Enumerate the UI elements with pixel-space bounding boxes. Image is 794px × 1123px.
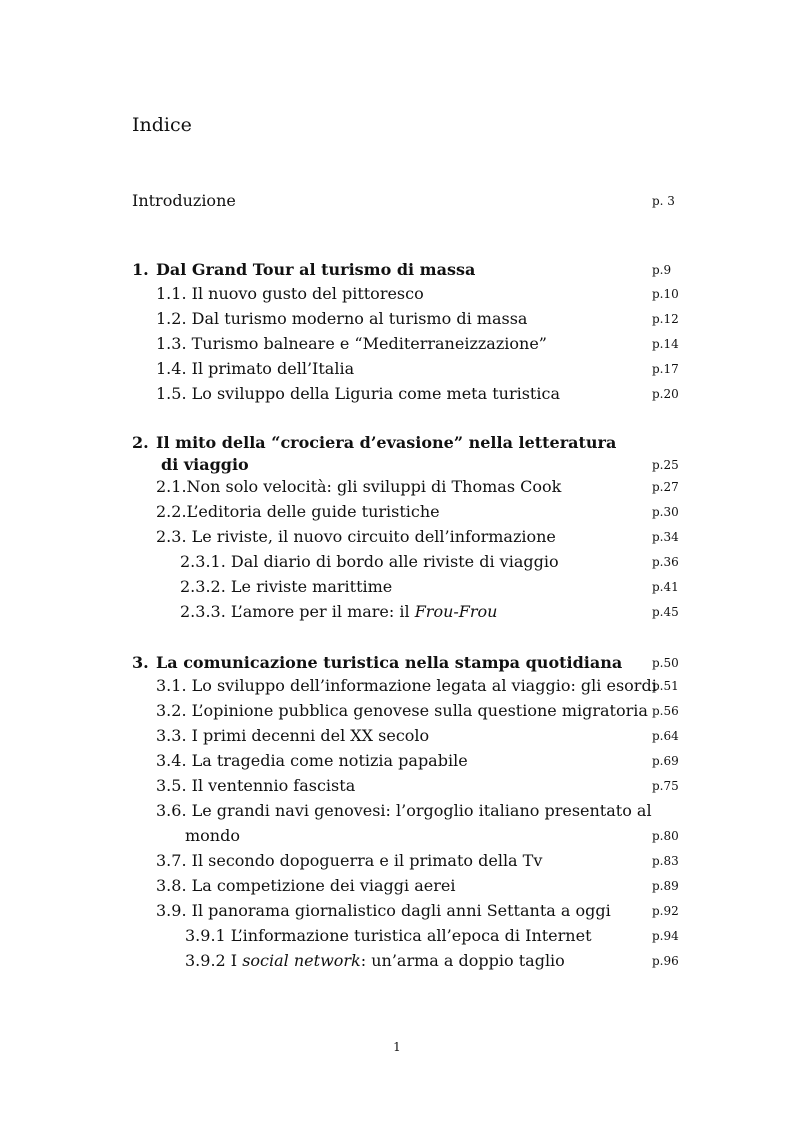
toc-chapter-2-cont [0, 453, 794, 477]
toc-page: p.56 [652, 704, 679, 718]
toc-page: p.80 [652, 829, 679, 843]
toc-page: p.45 [652, 605, 679, 619]
toc-entry-1-1 [0, 282, 794, 306]
toc-label [180, 600, 497, 624]
toc-label: 1.3. Turismo balneare e “Mediterraneizzazione” [156, 334, 547, 353]
toc-label: 3.1. Lo sviluppo dell’informazione legata al viaggio: gli esordi [156, 676, 657, 695]
toc-label-italic: social network [242, 951, 361, 970]
toc-page: p.94 [652, 929, 679, 943]
toc-page: p.17 [652, 362, 679, 376]
toc-entry-3-9-1 [0, 924, 794, 948]
toc-entry-3-4 [0, 749, 794, 773]
toc-entry-3-9 [0, 899, 794, 923]
toc-entry-3-6 [0, 799, 794, 823]
toc-entry-1-5 [0, 382, 794, 406]
toc-label: 2.2.L’editoria delle guide turistiche [156, 502, 440, 521]
chapter-number: 1. [132, 260, 149, 279]
index-title: Indice [132, 114, 192, 136]
toc-page: p.96 [652, 954, 679, 968]
toc-entry-3-2 [0, 699, 794, 723]
toc-page: p.30 [652, 505, 679, 519]
toc-chapter-3 [0, 651, 794, 675]
toc-page: p.64 [652, 729, 679, 743]
toc-entry-2-1 [0, 475, 794, 499]
toc-label: 1.5. Lo sviluppo della Liguria come meta turistica [156, 384, 560, 403]
toc-label-suffix: : un’arma a doppio taglio [360, 951, 565, 970]
toc-label: Introduzione [132, 191, 236, 210]
toc-entry-3-5 [0, 774, 794, 798]
toc-label: 3.4. La tragedia come notizia papabile [156, 751, 468, 770]
toc-page: p.36 [652, 555, 679, 569]
toc-label: 2.3. Le riviste, il nuovo circuito dell’informazione [156, 527, 556, 546]
toc-page: p.69 [652, 754, 679, 768]
toc-label: 3.8. La competizione dei viaggi aerei [156, 876, 456, 895]
toc-label-italic: Frou-Frou [414, 602, 498, 621]
toc-page: p.10 [652, 287, 679, 301]
toc-label-continued: di viaggio [161, 455, 249, 474]
toc-label: 3.3. I primi decenni del XX secolo [156, 726, 430, 745]
toc-page: p.25 [652, 458, 679, 472]
toc-label: 3.7. Il secondo dopoguerra e il primato della Tv [156, 851, 543, 870]
toc-entry-2-3 [0, 525, 794, 549]
toc-page: p.34 [652, 530, 679, 544]
toc-label: La comunicazione turistica nella stampa quotidiana [156, 653, 623, 672]
toc-label: 2.3.2. Le riviste marittime [180, 577, 393, 596]
toc-chapter-2 [0, 431, 794, 455]
toc-entry-introduction [0, 189, 794, 213]
toc-label: Il mito della “crociera d’evasione” nella letteratura [156, 433, 617, 452]
toc-page: p.27 [652, 480, 679, 494]
toc-label: 2.1.Non solo velocità: gli sviluppi di Thomas Cook [156, 477, 562, 496]
toc-label: 3.9. Il panorama giornalistico dagli anni Settanta a oggi [156, 901, 611, 920]
toc-label: 1.4. Il primato dell’Italia [156, 359, 355, 378]
chapter-number: 3. [132, 653, 149, 672]
toc-entry-3-9-2 [0, 949, 794, 973]
toc-page: p.14 [652, 337, 679, 351]
toc-page: p.51 [652, 679, 679, 693]
toc-entry-3-6-cont [0, 824, 794, 848]
toc-page: p.12 [652, 312, 679, 326]
toc-label: 2.3.1. Dal diario di bordo alle riviste di viaggio [180, 552, 559, 571]
page-number: 1 [393, 1040, 401, 1054]
toc-entry-2-2 [0, 500, 794, 524]
toc-page: p.83 [652, 854, 679, 868]
toc-page: p. 3 [652, 194, 675, 208]
toc-entry-1-3 [0, 332, 794, 356]
toc-entry-1-4 [0, 357, 794, 381]
chapter-number: 2. [132, 433, 149, 452]
toc-label-prefix: 2.3.3. L’amore per il mare: il [180, 602, 415, 621]
toc-label-continued: mondo [185, 826, 240, 845]
toc-entry-3-3 [0, 724, 794, 748]
toc-label-prefix: 3.9.2 I [185, 951, 243, 970]
toc-label: 3.9.1 L’informazione turistica all’epoca di Internet [185, 926, 592, 945]
toc-page: p.9 [652, 263, 672, 277]
toc-label: 3.2. L’opinione pubblica genovese sulla questione migratoria [156, 701, 648, 720]
toc-label: 3.5. Il ventennio fascista [156, 776, 356, 795]
toc-entry-2-3-2 [0, 575, 794, 599]
toc-label [185, 949, 565, 973]
toc-page: p.50 [652, 656, 679, 670]
toc-chapter-1 [0, 258, 794, 282]
toc-page: p.92 [652, 904, 679, 918]
toc-entry-1-2 [0, 307, 794, 331]
toc-label: Dal Grand Tour al turismo di massa [156, 260, 476, 279]
toc-page: p.75 [652, 779, 679, 793]
toc-label: 1.1. Il nuovo gusto del pittoresco [156, 284, 424, 303]
toc-entry-3-7 [0, 849, 794, 873]
toc-page: p.89 [652, 879, 679, 893]
toc-entry-3-8 [0, 874, 794, 898]
toc-page: p.41 [652, 580, 679, 594]
toc-page: p.20 [652, 387, 679, 401]
toc-label: 3.6. Le grandi navi genovesi: l’orgoglio italiano presentato al [156, 801, 652, 820]
toc-entry-3-1 [0, 674, 794, 698]
toc-entry-2-3-3 [0, 600, 794, 624]
toc-label: 1.2. Dal turismo moderno al turismo di massa [156, 309, 528, 328]
toc-entry-2-3-1 [0, 550, 794, 574]
